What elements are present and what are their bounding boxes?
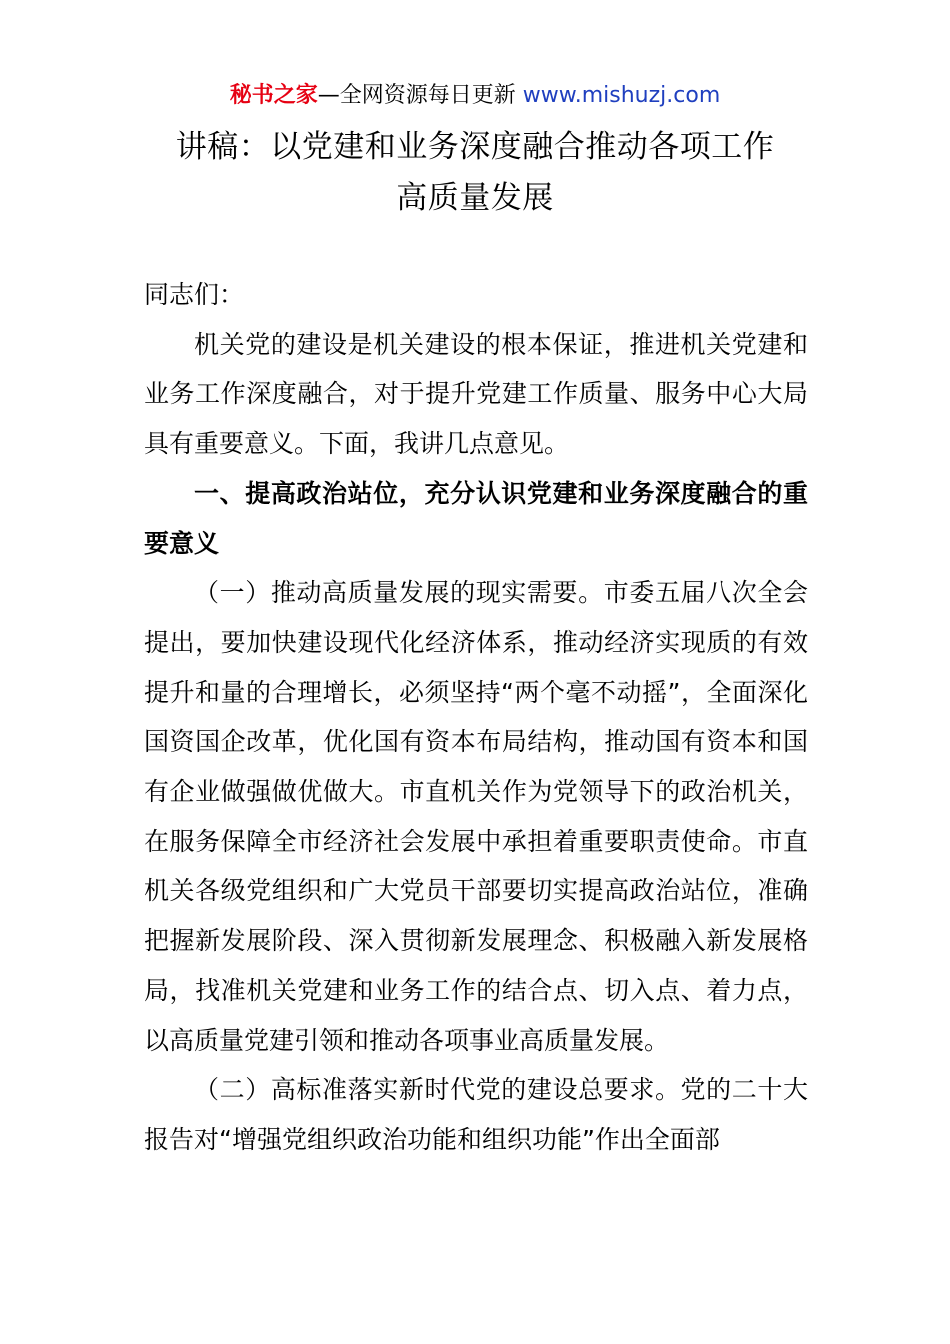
paragraph-2: （二）高标准落实新时代党的建设总要求。党的二十大报告对“增强党组织政治功能和组织功能”作出全面部 (144, 1075, 808, 1154)
salutation: 同志们： (144, 280, 245, 309)
site-header (0, 80, 950, 112)
document-body (144, 270, 808, 1165)
brand-name: 秘书之家 (229, 83, 318, 108)
document-title-line-2: 高质量发展 (396, 180, 554, 216)
intro-paragraph: 机关党的建设是机关建设的根本保证，推进机关党建和业务工作深度融合，对于提升党建工作质量、服务中心大局具有重要意义。下面，我讲几点意见。 (144, 329, 808, 459)
document-title (0, 122, 950, 224)
brand-separator: — (317, 83, 340, 108)
site-tagline: 全网资源每日更新 (339, 83, 516, 108)
section-heading-1: 一、提高政治站位，充分认识党建和业务深度融合的重要意义 (144, 478, 808, 558)
document-title-line-1: 讲稿：以党建和业务深度融合推动各项工作 (175, 129, 775, 165)
site-url-link[interactable]: www.mishuzj.com (522, 83, 721, 108)
paragraph-1: （一）推动高质量发展的现实需要。市委五届八次全会提出，要加快建设现代化经济体系，推动经济实现质的有效提升和量的合理增长，必须坚持“两个毫不动摇”，全面深化国资国企改革，优化国有资本布局结构，推动国有资本和国有企业做强做优做大。市直机关作为党领导下的政治机关，在服务保障全市经济社会发展中承担着重要职责使命。市直机关各级党组织和广大党员干部要切实提高政治站位，准确把握新发展阶段、深入贯彻新发展理念、积极融入新发展格局，找准机关党建和业务工作的结合点、切入点、着力点，以高质量党建引领和推动各项事业高质量发展。 (144, 578, 808, 1055)
